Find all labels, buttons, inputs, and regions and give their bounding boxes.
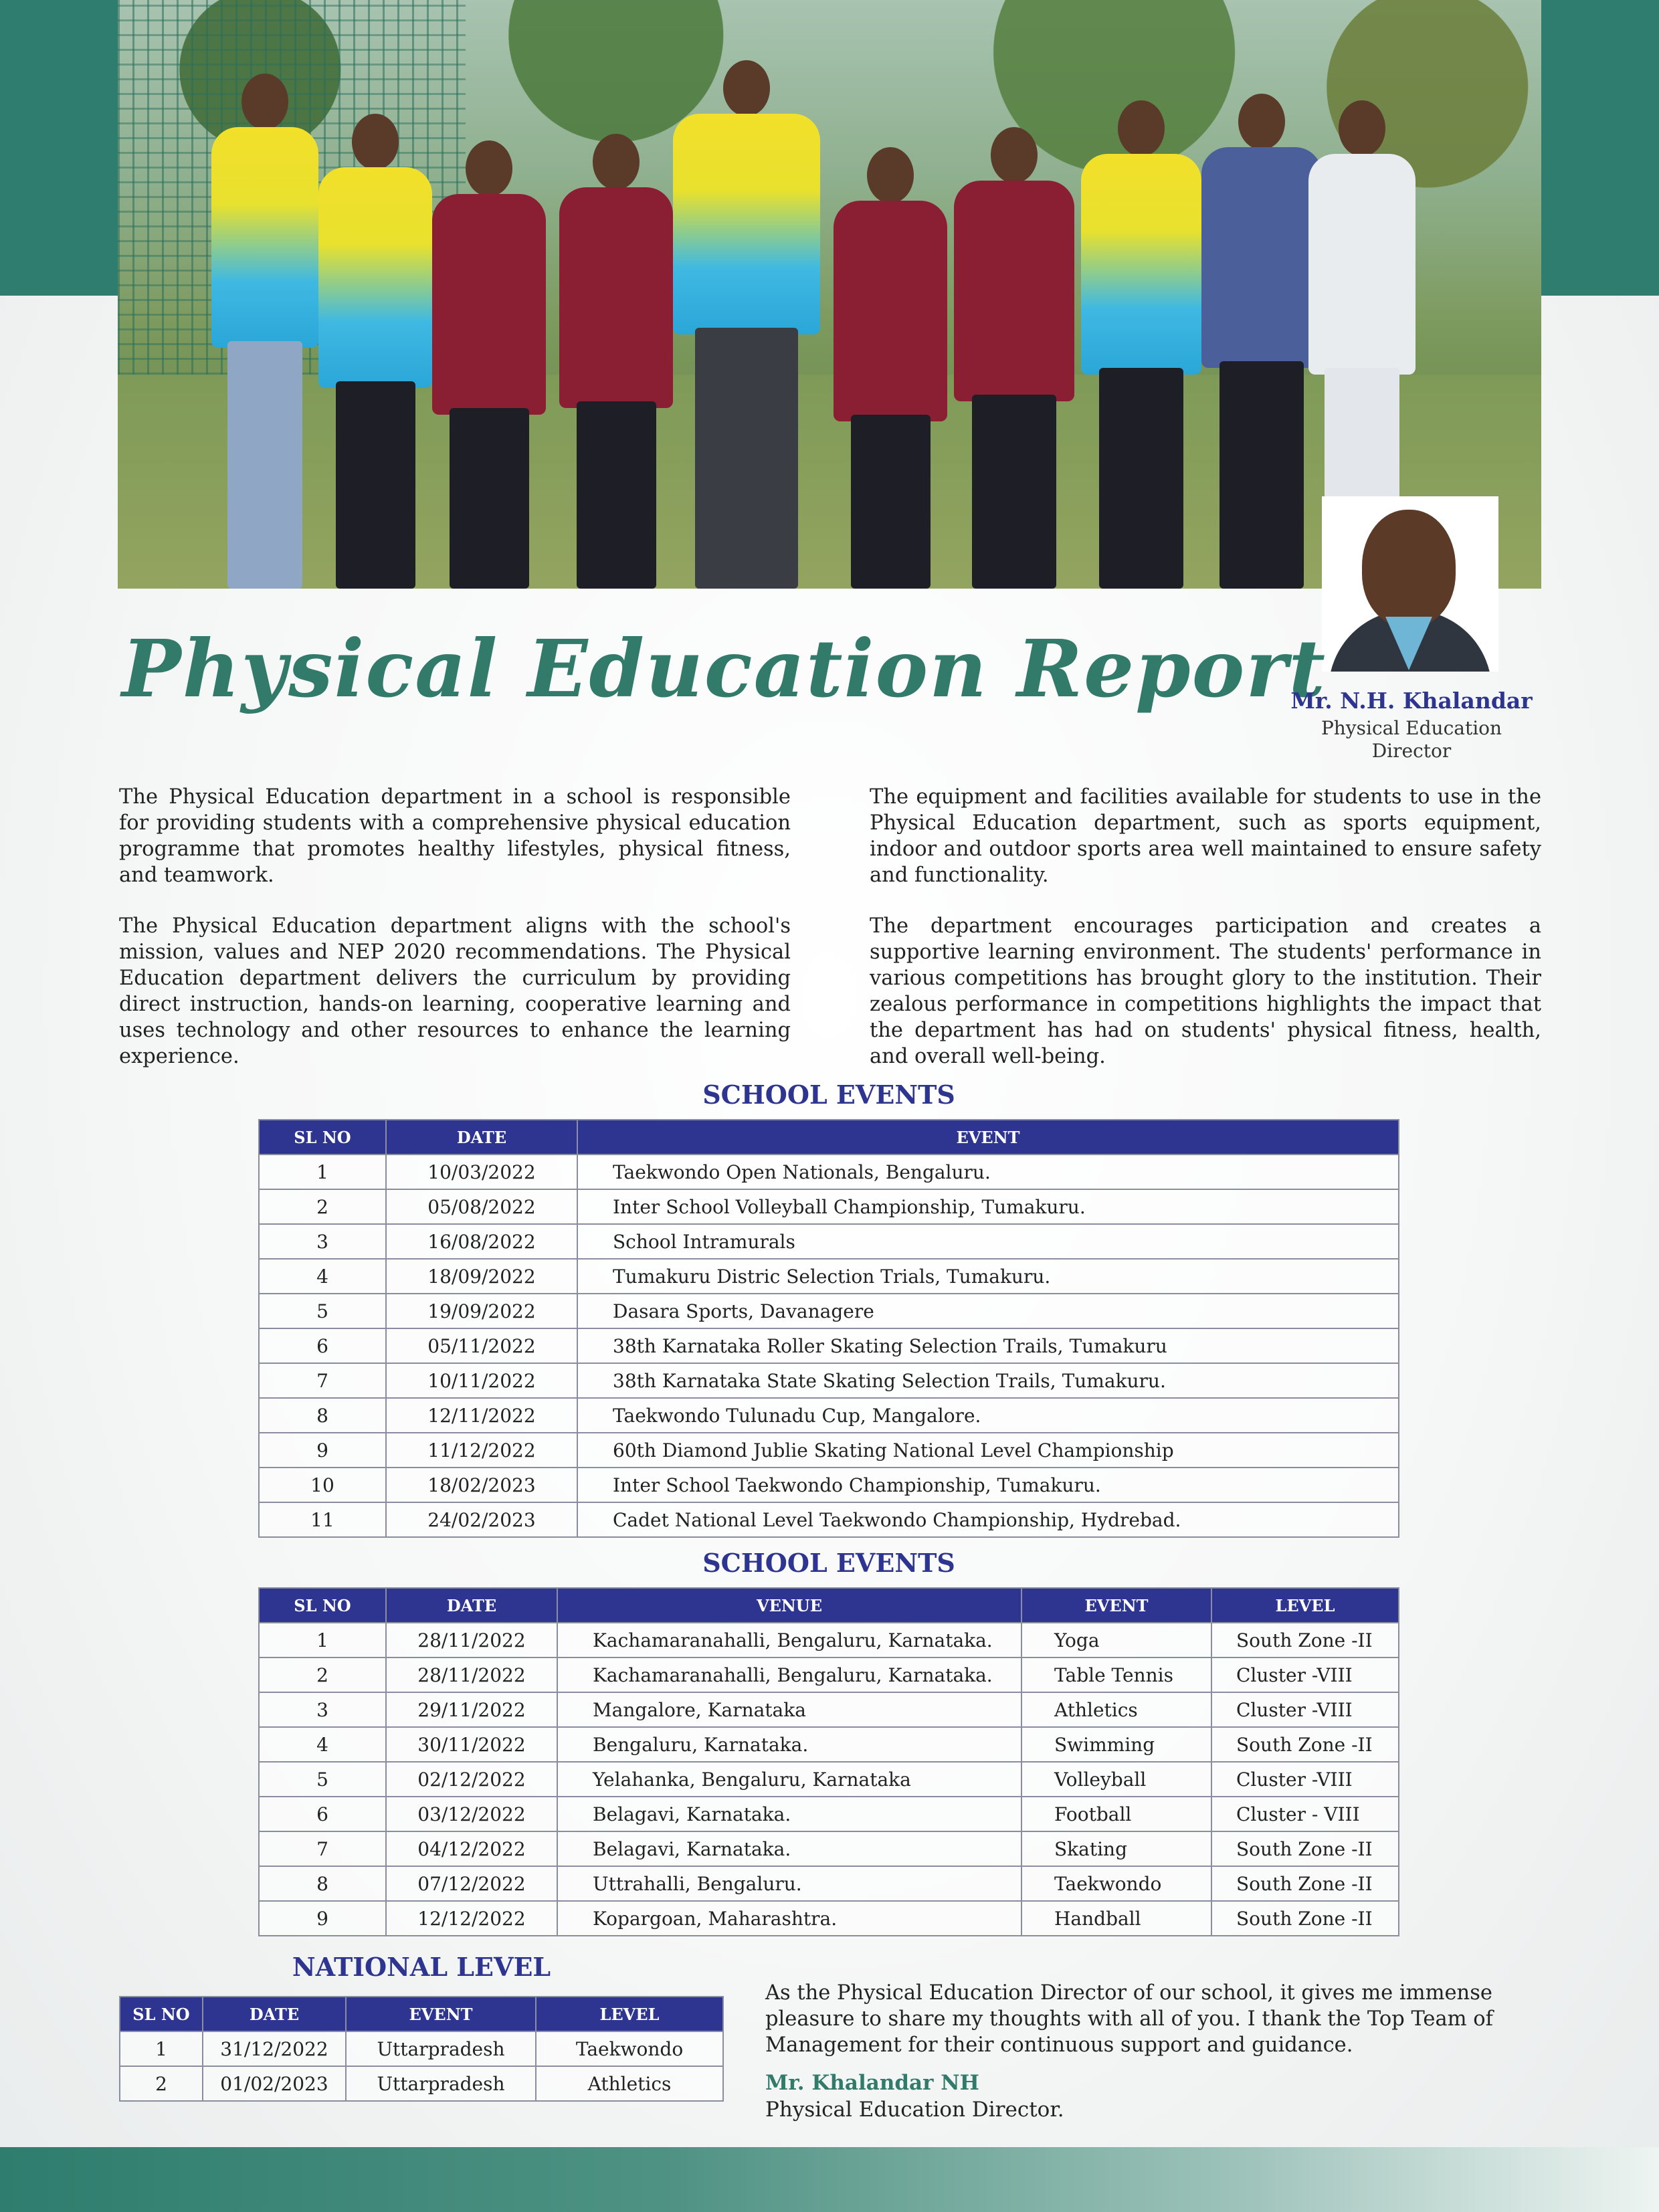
table-cell: Uttarpradesh <box>346 2031 536 2066</box>
table-cell: Yelahanka, Bengaluru, Karnataka <box>557 1762 1021 1797</box>
table-cell: 38th Karnataka Roller Skating Selection Trails, Tumakuru <box>577 1328 1399 1363</box>
table-cell: 5 <box>259 1762 386 1797</box>
table-row <box>259 1831 1399 1866</box>
table-cell: Taekwondo <box>536 2031 723 2066</box>
table-cell: 30/11/2022 <box>386 1727 557 1762</box>
director-role <box>1251 717 1572 763</box>
column-header-venue: VENUE <box>557 1588 1021 1623</box>
table-cell: 38th Karnataka State Skating Selection Trails, Tumakuru. <box>577 1363 1399 1398</box>
table-cell: Cluster -VIII <box>1211 1762 1399 1797</box>
table-cell: Table Tennis <box>1021 1657 1211 1692</box>
bottom-color-band <box>0 2147 1659 2212</box>
table-cell: Volleyball <box>1021 1762 1211 1797</box>
table-cell: 7 <box>259 1831 386 1866</box>
team-member <box>432 140 546 589</box>
column-header-sl-no: SL NO <box>259 1588 386 1623</box>
signature-role: Physical Education Director. <box>765 2098 1064 2122</box>
table-cell: 4 <box>259 1259 386 1294</box>
table-cell: 8 <box>259 1866 386 1901</box>
table-cell: Uttarpradesh <box>346 2066 536 2101</box>
table-cell: Cadet National Level Taekwondo Championship, Hydrebad. <box>577 1502 1399 1537</box>
table-cell: Handball <box>1021 1901 1211 1936</box>
table-cell: Athletics <box>1021 1692 1211 1727</box>
table-cell: 07/12/2022 <box>386 1866 557 1901</box>
table-cell: Skating <box>1021 1831 1211 1866</box>
table-row <box>259 1623 1399 1657</box>
table-cell: 16/08/2022 <box>386 1224 577 1259</box>
table-cell: Inter School Taekwondo Championship, Tumakuru. <box>577 1468 1399 1502</box>
table-cell: Belagavi, Karnataka. <box>557 1831 1021 1866</box>
table-row <box>259 1727 1399 1762</box>
team-member <box>673 60 820 589</box>
table-cell: 05/08/2022 <box>386 1189 577 1224</box>
table-cell: 01/02/2023 <box>203 2066 346 2101</box>
table-row <box>120 2031 723 2066</box>
table-row <box>259 1433 1399 1468</box>
table-cell: South Zone -II <box>1211 1727 1399 1762</box>
national-level-title: NATIONAL LEVEL <box>292 1952 551 1982</box>
table-cell: 18/09/2022 <box>386 1259 577 1294</box>
table-cell: 28/11/2022 <box>386 1657 557 1692</box>
table-cell: Uttrahalli, Bengaluru. <box>557 1866 1021 1901</box>
table-cell: 12/11/2022 <box>386 1398 577 1433</box>
table-cell: 6 <box>259 1797 386 1831</box>
table-cell: 28/11/2022 <box>386 1623 557 1657</box>
table-cell: South Zone -II <box>1211 1866 1399 1901</box>
table-cell: Belagavi, Karnataka. <box>557 1797 1021 1831</box>
column-header-event: EVENT <box>346 1997 536 2031</box>
table-row <box>120 2066 723 2101</box>
director-name: Mr. N.H. Khalandar <box>1290 688 1533 714</box>
director-role-line2: Director <box>1371 740 1452 762</box>
table-cell: 03/12/2022 <box>386 1797 557 1831</box>
table-cell: South Zone -II <box>1211 1901 1399 1936</box>
table-row <box>259 1901 1399 1936</box>
table-row <box>259 1154 1399 1189</box>
table-cell: 11/12/2022 <box>386 1433 577 1468</box>
table-cell: Kachamaranahalli, Bengaluru, Karnataka. <box>557 1657 1021 1692</box>
table-cell: 7 <box>259 1363 386 1398</box>
table-row <box>259 1468 1399 1502</box>
intro-paragraph-right-2: The department encourages participation and creates a supportive learning environment. The students' performance in various competitions has brought glory to the institution. Their zealous performance in competitions highlights the impact that the department has had on students' physical fitness, health, and overall well-being. <box>870 914 1541 1068</box>
director-portrait <box>1322 496 1498 672</box>
school-events-title-1: SCHOOL EVENTS <box>702 1080 955 1110</box>
table-row <box>259 1692 1399 1727</box>
table-header-row <box>259 1588 1399 1623</box>
table-cell: 2 <box>259 1189 386 1224</box>
table-cell: 6 <box>259 1328 386 1363</box>
table-cell: 4 <box>259 1727 386 1762</box>
table-cell: 12/12/2022 <box>386 1901 557 1936</box>
table-header-row <box>120 1997 723 2031</box>
column-header-level: LEVEL <box>536 1997 723 2031</box>
table-cell: 3 <box>259 1224 386 1259</box>
table-row <box>259 1398 1399 1433</box>
table-row <box>259 1657 1399 1692</box>
director-role-line1: Physical Education <box>1321 717 1502 739</box>
table-cell: 29/11/2022 <box>386 1692 557 1727</box>
table-cell: Inter School Volleyball Championship, Tumakuru. <box>577 1189 1399 1224</box>
table-cell: 9 <box>259 1901 386 1936</box>
team-member <box>318 114 432 589</box>
table-cell: 1 <box>120 2031 203 2066</box>
table-row <box>259 1797 1399 1831</box>
table-cell: 10/11/2022 <box>386 1363 577 1398</box>
table-cell: Cluster -VIII <box>1211 1657 1399 1692</box>
school-events-table-1 <box>258 1119 1399 1538</box>
table-row <box>259 1502 1399 1537</box>
table-cell: 05/11/2022 <box>386 1328 577 1363</box>
table-cell: 02/12/2022 <box>386 1762 557 1797</box>
table-cell: Kachamaranahalli, Bengaluru, Karnataka. <box>557 1623 1021 1657</box>
table-cell: 24/02/2023 <box>386 1502 577 1537</box>
team-member <box>834 147 947 589</box>
table-cell: South Zone -II <box>1211 1831 1399 1866</box>
table-cell: Football <box>1021 1797 1211 1831</box>
column-header-date: DATE <box>386 1588 557 1623</box>
team-member <box>559 134 673 589</box>
table-cell: School Intramurals <box>577 1224 1399 1259</box>
table-cell: Bengaluru, Karnataka. <box>557 1727 1021 1762</box>
table-row <box>259 1294 1399 1328</box>
table-cell: 9 <box>259 1433 386 1468</box>
table-cell: Yoga <box>1021 1623 1211 1657</box>
intro-paragraph-right-1: The equipment and facilities available for students to use in the Physical Education department, such as sports equipment, indoor and outdoor sports area well maintained to ensure safety and functionality. <box>870 785 1541 887</box>
table-cell: 10/03/2022 <box>386 1154 577 1189</box>
table-cell: Taekwondo <box>1021 1866 1211 1901</box>
table-row <box>259 1259 1399 1294</box>
table-cell: 10 <box>259 1468 386 1502</box>
table-cell: Athletics <box>536 2066 723 2101</box>
team-member <box>1201 94 1322 589</box>
table-cell: 18/02/2023 <box>386 1468 577 1502</box>
signature-name: Mr. Khalandar NH <box>765 2071 979 2095</box>
national-level-table <box>119 1996 724 2102</box>
table-cell: 60th Diamond Jublie Skating National Level Championship <box>577 1433 1399 1468</box>
school-events-table-2 <box>258 1587 1399 1936</box>
table-cell: 1 <box>259 1154 386 1189</box>
table-cell: 11 <box>259 1502 386 1537</box>
table-cell: South Zone -II <box>1211 1623 1399 1657</box>
table-cell: 19/09/2022 <box>386 1294 577 1328</box>
page-title: Physical Education Report <box>122 622 1327 715</box>
table-row <box>259 1189 1399 1224</box>
table-cell: Taekwondo Open Nationals, Bengaluru. <box>577 1154 1399 1189</box>
table-cell: 2 <box>259 1657 386 1692</box>
team-member <box>211 74 318 589</box>
table-cell: 2 <box>120 2066 203 2101</box>
column-header-date: DATE <box>386 1120 577 1154</box>
table-cell: Taekwondo Tulunadu Cup, Mangalore. <box>577 1398 1399 1433</box>
table-cell: 1 <box>259 1623 386 1657</box>
table-cell: 04/12/2022 <box>386 1831 557 1866</box>
intro-paragraph-left-2: The Physical Education department aligns with the school's mission, values and NEP 2020 recommendations. The Physical Education department delivers the curriculum by providing direct instruction, hands-on learning, cooperative learning and uses technology and other resources to enhance the learning experience. <box>119 914 791 1068</box>
table-row <box>259 1328 1399 1363</box>
team-member <box>954 127 1074 589</box>
school-events-title-2: SCHOOL EVENTS <box>702 1548 955 1578</box>
table-cell: Kopargoan, Maharashtra. <box>557 1901 1021 1936</box>
table-cell: 5 <box>259 1294 386 1328</box>
table-cell: Cluster - VIII <box>1211 1797 1399 1831</box>
table-cell: Dasara Sports, Davanagere <box>577 1294 1399 1328</box>
table-cell: Tumakuru Distric Selection Trials, Tumakuru. <box>577 1259 1399 1294</box>
column-header-level: LEVEL <box>1211 1588 1399 1623</box>
column-header-event: EVENT <box>577 1120 1399 1154</box>
table-cell: 8 <box>259 1398 386 1433</box>
table-row <box>259 1224 1399 1259</box>
table-row <box>259 1363 1399 1398</box>
column-header-date: DATE <box>203 1997 346 2031</box>
table-row <box>259 1762 1399 1797</box>
column-header-sl-no: SL NO <box>259 1120 386 1154</box>
table-cell: Cluster -VIII <box>1211 1692 1399 1727</box>
table-header-row <box>259 1120 1399 1154</box>
table-row <box>259 1866 1399 1901</box>
intro-paragraph-left-1: The Physical Education department in a school is responsible for providing students with a comprehensive physical education programme that promotes healthy lifestyles, physical fitness, and teamwork. <box>119 785 791 887</box>
team-member <box>1081 100 1201 589</box>
table-cell: Mangalore, Karnataka <box>557 1692 1021 1727</box>
table-cell: 31/12/2022 <box>203 2031 346 2066</box>
closing-message: As the Physical Education Director of our school, it gives me immense pleasure to share my thoughts with all of you. I thank the Top Team of Management for their continuous support and guidance. <box>765 1981 1493 2057</box>
column-header-sl-no: SL NO <box>120 1997 203 2031</box>
table-cell: 3 <box>259 1692 386 1727</box>
table-cell: Swimming <box>1021 1727 1211 1762</box>
column-header-event: EVENT <box>1021 1588 1211 1623</box>
